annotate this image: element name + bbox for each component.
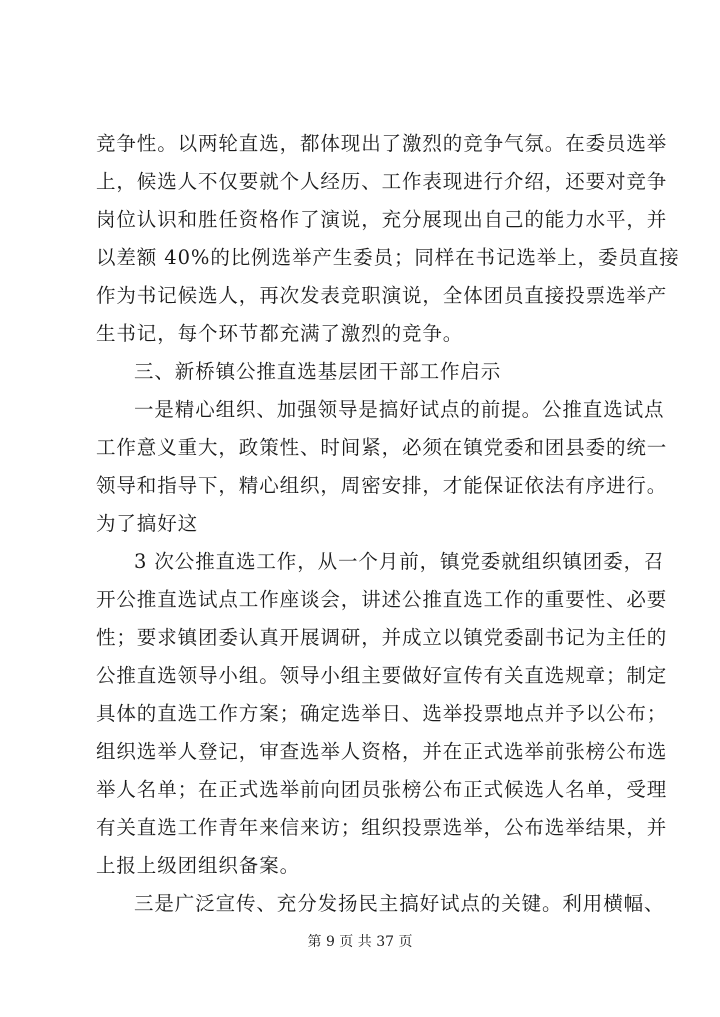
paragraph-line: 有关直选工作青年来信来访；组织投票选举，公布选举结果，并 <box>96 816 668 839</box>
paragraph-line: 性；要求镇团委认真开展调研，并成立以镇党委副书记为主任的 <box>96 626 668 649</box>
paragraph-line: 3 次公推直选工作，从一个月前，镇党委就组织镇团委，召 <box>134 550 665 573</box>
paragraph-line: 岗位认识和胜任资格作了演说，充分展现出自己的能力水平，并 <box>96 208 668 231</box>
paragraph-line: 开公推直选试点工作座谈会，讲述公推直选工作的重要性、必要 <box>96 588 668 611</box>
paragraph-line: 以差额 40%的比例选举产生委员；同样在书记选举上，委员直接 <box>96 246 680 269</box>
paragraph-line: 竞争性。以两轮直选，都体现出了激烈的竞争气氛。在委员选举 <box>96 132 668 155</box>
paragraph-line: 上，候选人不仅要就个人经历、工作表现进行介绍，还要对竞争 <box>96 170 668 193</box>
paragraph-line: 工作意义重大，政策性、时间紧，必须在镇党委和团县委的统一 <box>96 436 668 459</box>
paragraph-line: 生书记，每个环节都充满了激烈的竞争。 <box>96 322 464 345</box>
page-number-footer: 第 9 页 共 37 页 <box>307 934 413 950</box>
paragraph-line: 举人名单；在正式选举前向团员张榜公布正式候选人名单，受理 <box>96 778 668 801</box>
paragraph-line: 组织选举人登记，审查选举人资格，并在正式选举前张榜公布选 <box>96 740 668 763</box>
paragraph-line: 为了搞好这 <box>96 512 199 535</box>
paragraph-line: 上报上级团组织备案。 <box>96 854 301 877</box>
paragraph-line: 三是广泛宣传、充分发扬民主搞好试点的关键。利用横幅、 <box>134 892 665 915</box>
paragraph-line: 具体的直选工作方案；确定选举日、选举投票地点并予以公布； <box>96 702 668 725</box>
paragraph-line: 作为书记候选人，再次发表竞职演说，全体团员直接投票选举产 <box>96 284 668 307</box>
section-heading: 三、新桥镇公推直选基层团干部工作启示 <box>134 360 502 383</box>
paragraph-line: 领导和指导下，精心组织，周密安排，才能保证依法有序进行。 <box>96 474 668 497</box>
paragraph-line: 公推直选领导小组。领导小组主要做好宣传有关直选规章；制定 <box>96 664 668 687</box>
paragraph-line: 一是精心组织、加强领导是搞好试点的前提。公推直选试点 <box>134 398 665 421</box>
